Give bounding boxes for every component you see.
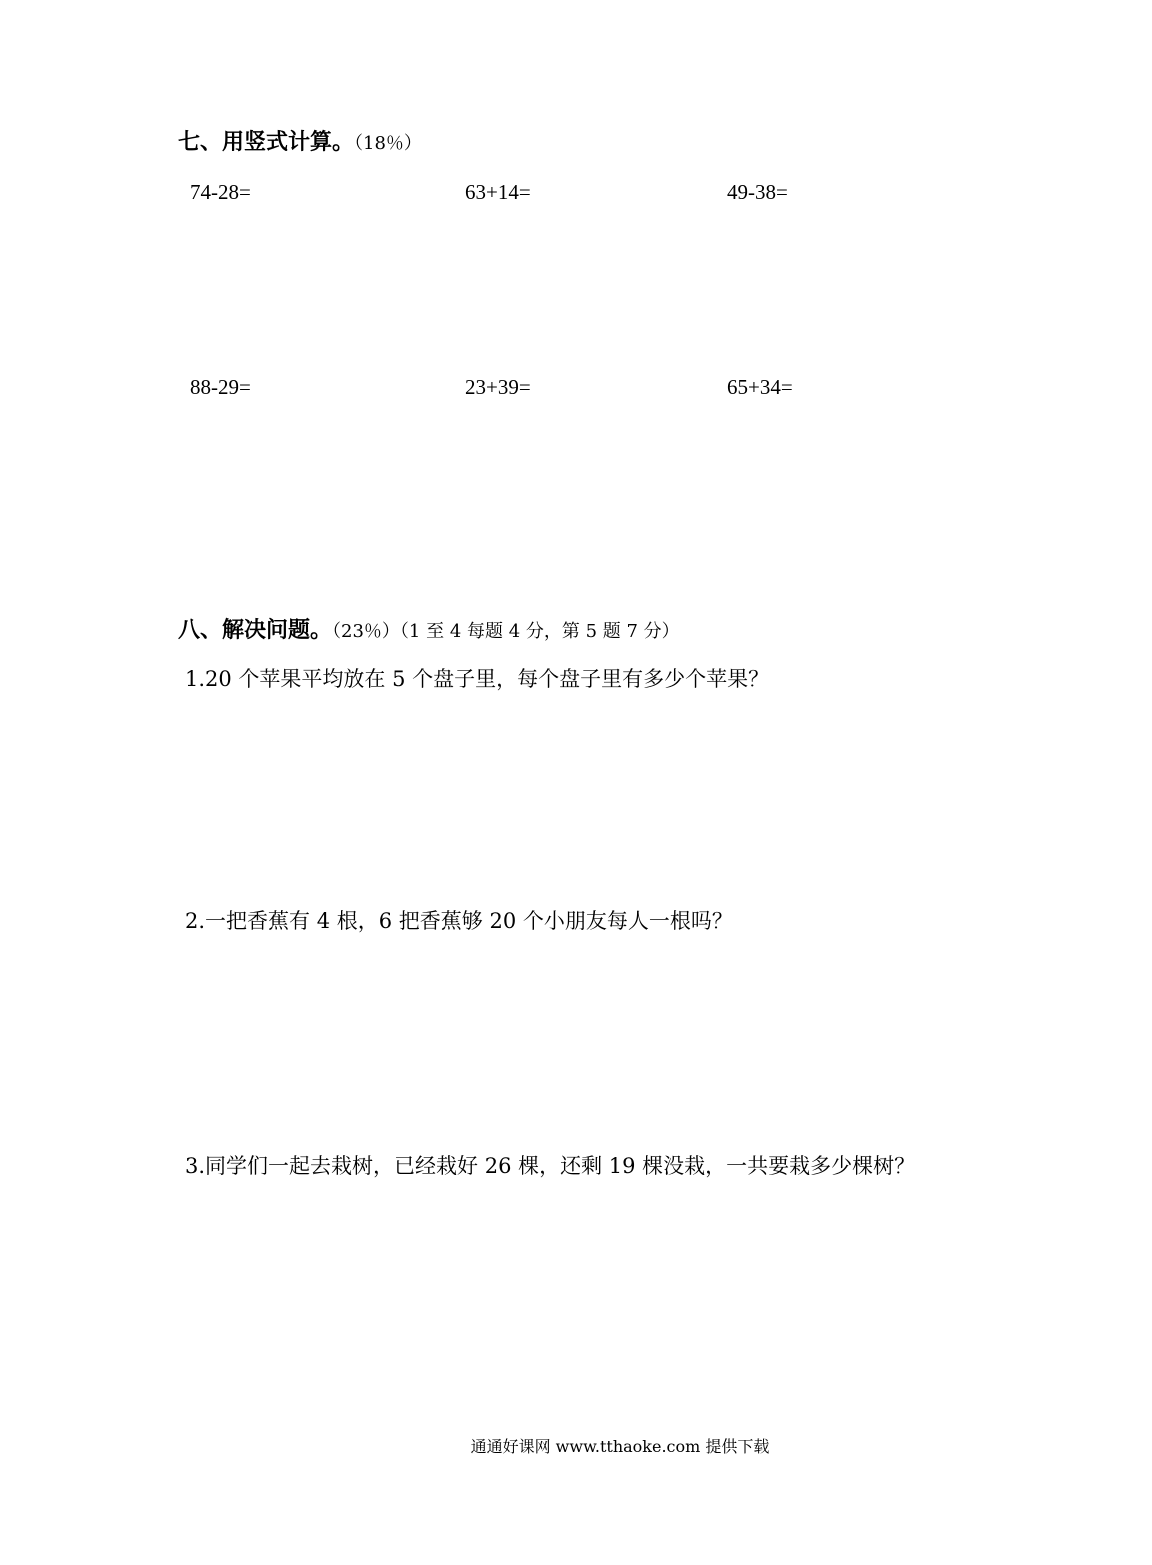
section-7-score-note: （18％） (354, 133, 422, 154)
equation-item: 49-38= (727, 180, 788, 204)
word-problem-3: 3.同学们一起去栽树，已经栽好 26 棵，还剩 19 棵没栽，一共要栽多少棵树？ (185, 1154, 916, 1178)
equation-item: 88-29= (190, 375, 251, 399)
equation-item: 74-28= (190, 180, 251, 204)
equation-item: 65+34= (727, 375, 793, 399)
footer-source-credit: 通通好课网 www.tthaoke.com 提供下载 (470, 1437, 770, 1456)
section-8-heading (178, 620, 680, 642)
equation-item: 23+39= (465, 375, 531, 399)
equation-item: 63+14= (465, 180, 531, 204)
section-8-title: 八、解决问题。 (178, 618, 333, 643)
word-problem-1: 1.20 个苹果平均放在 5 个盘子里，每个盘子里有多少个苹果？ (185, 667, 770, 691)
section-8-score-note: （23％）（1 至 4 每题 4 分，第 5 题 7 分） (332, 621, 680, 642)
section-7-heading (178, 132, 422, 154)
section-7-title: 七、用竖式计算。 (178, 130, 355, 155)
word-problem-2: 2.一把香蕉有 4 根，6 把香蕉够 20 个小朋友每人一根吗？ (185, 909, 733, 933)
